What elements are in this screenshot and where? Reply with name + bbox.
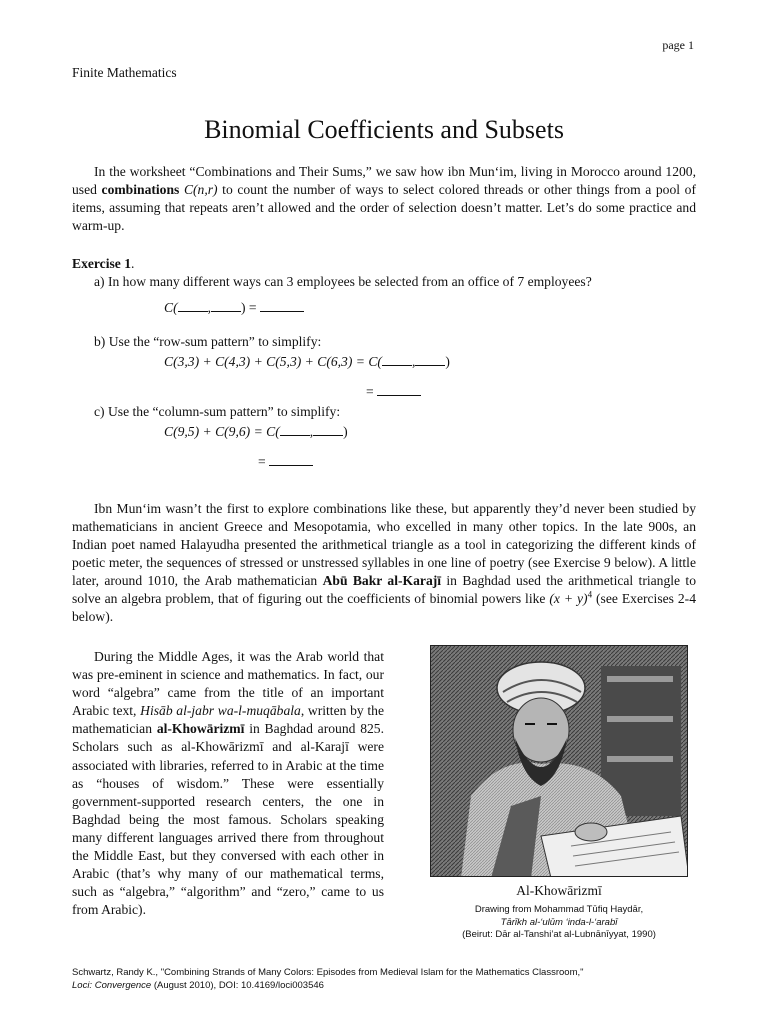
exercise-c-close: ) bbox=[343, 424, 348, 439]
exercise-b-equals: = bbox=[366, 384, 374, 399]
page-title: Binomial Coefficients and Subsets bbox=[204, 115, 564, 144]
intro-paragraph bbox=[72, 163, 696, 235]
figure-credit bbox=[410, 904, 708, 942]
intro-text-2: to count the number of ways to select colored threads or other things from a pool of items, assuming that repeats aren’t allowed and the order of selection doesn’t matter. Let’s do some practice and warm-up. bbox=[72, 182, 696, 233]
exercise-1 bbox=[72, 255, 592, 471]
middle-ages-book-title: Hisāb al-jabr wa-l-muqābala bbox=[140, 703, 301, 719]
footer-journal: Loci: Convergence bbox=[72, 979, 152, 991]
figure-credit-line-2: Tārīkh al-‘ulūm ‘inda-l-‘arabī bbox=[500, 916, 618, 928]
portrait-image bbox=[430, 645, 688, 877]
exercise-b-expr: C(3,3) + C(4,3) + C(5,3) + C(6,3) = C( bbox=[164, 354, 382, 369]
exercise-a-blank-r[interactable] bbox=[211, 299, 241, 312]
middle-ages-text-3: in Baghdad around 825. Scholars such as al-Khowārizmī and al-Karajī were associated with libraries, referred to in Arabic at the time as “houses of wisdom.” These were essentially government-supported research centers, the one in Baghdad being the most famous. Scholars speaking many different languages arrived there from throughout the Middle East, but they conversed with each other in Arabic (that’s why many of our mathematical terms, such as “algebra,” “algorithm” and “zero,” came to us from Arabic). bbox=[72, 721, 384, 918]
footer-doi: (August 2010), DOI: 10.4169/loci003546 bbox=[151, 979, 324, 991]
exercise-a-comma: , bbox=[207, 300, 211, 315]
exercise-b-blank-n[interactable] bbox=[382, 353, 412, 366]
exercise-c-expression bbox=[164, 423, 592, 441]
exercise-a-close: ) = bbox=[241, 300, 257, 315]
intro-text-1: In the worksheet “Combinations and Their Sums,” we saw how ibn Mun‘im, living in Morocco around 1200, used bbox=[72, 164, 696, 197]
exercise-b-close: ) bbox=[445, 354, 450, 369]
footer-citation bbox=[72, 967, 584, 992]
middle-ages-name: al-Khowārizmī bbox=[156, 721, 245, 737]
exercise-b-blank-r[interactable] bbox=[415, 353, 445, 366]
exercise-b-prompt: b) Use the “row-sum pattern” to simplify: bbox=[94, 334, 322, 349]
middle-ages-text-2: , written by the mathematician bbox=[72, 703, 384, 737]
footer-line-2 bbox=[72, 980, 584, 993]
exercise-c-blank-r[interactable] bbox=[313, 423, 343, 436]
exercise-b-result bbox=[366, 383, 592, 401]
exercise-c-blank-n[interactable] bbox=[280, 423, 310, 436]
middle-ages-paragraph bbox=[72, 648, 384, 919]
history-name-karaji: Abū Bakr al-Karajī bbox=[322, 573, 442, 588]
middle-ages-text-1: During the Middle Ages, it was the Arab world that was pre-eminent in science and mathematics. In fact, our word “algebra” came from the title of an important Arabic text, bbox=[72, 649, 384, 719]
exercise-c-blank-answer[interactable] bbox=[269, 453, 313, 466]
figure-credit-line-1: Drawing from Mohammad Tūfiq Haydār, bbox=[474, 904, 644, 915]
exercise-c-comma: , bbox=[309, 424, 314, 439]
history-paragraph bbox=[72, 500, 696, 626]
exercise-a-expr: C( bbox=[164, 300, 178, 315]
exercise-c-equals: = bbox=[258, 454, 266, 469]
exercise-b-expression bbox=[164, 353, 592, 371]
exercise-c-expr: C(9,5) + C(9,6) = C( bbox=[164, 424, 280, 439]
exercise-heading-punct: . bbox=[131, 256, 135, 271]
intro-bold-term: combinations bbox=[101, 182, 180, 197]
exercise-heading: Exercise 1 bbox=[72, 256, 132, 271]
exercise-a-blank-answer[interactable] bbox=[260, 299, 304, 312]
exercise-a-prompt: a) In how many different ways can 3 employees be selected from an office of 7 employees? bbox=[94, 274, 592, 289]
exercise-a-expression bbox=[164, 299, 592, 317]
history-text-3: (see Exercises 2-4 below). bbox=[72, 591, 697, 624]
exercise-b-blank-answer[interactable] bbox=[377, 383, 421, 396]
page-number: page 1 bbox=[662, 38, 694, 52]
history-text-2: in Baghdad used the arithmetical triangle to solve an algebra problem, that of figuring out the coefficients of binomial powers like bbox=[72, 573, 697, 606]
course-name: Finite Mathematics bbox=[72, 65, 177, 80]
intro-notation: C(n,r) bbox=[183, 182, 218, 197]
figure-credit-line-3: (Beirut: Dār al-Tanshi’at al-Lubnānīyyat, 1990) bbox=[462, 929, 656, 940]
figure-caption: Al-Khowārizmī bbox=[516, 883, 602, 898]
exercise-c-result bbox=[258, 453, 592, 471]
portrait-illustration bbox=[431, 646, 688, 877]
exercise-a-blank-n[interactable] bbox=[178, 299, 208, 312]
exercise-c-prompt: c) Use the “column-sum pattern” to simplify: bbox=[94, 404, 341, 419]
footer-line-1: Schwartz, Randy K., "Combining Strands of Many Colors: Episodes from Medieval Islam for the Mathematics Classroom," bbox=[72, 967, 584, 978]
history-binomial-expr: (x + y) bbox=[549, 591, 588, 606]
history-binomial-exponent: 4 bbox=[587, 589, 593, 600]
exercise-b-comma: , bbox=[411, 354, 416, 369]
history-text-1: Ibn Mun‘im wasn’t the first to explore combinations like these, but apparently they’d never been studied by mathematicians in ancient Greece and Mesopotamia, who excelled in many other topics. In the late 900s, an Indian poet named Halayudha presented the arithmetical triangle as a tool in categorizing the different kinds of poetic meter, the sequences of stressed or unstressed syllables in one line of poetry (see Exercise 9 below). A little later, around 1010, the Arab mathematician bbox=[72, 501, 696, 588]
